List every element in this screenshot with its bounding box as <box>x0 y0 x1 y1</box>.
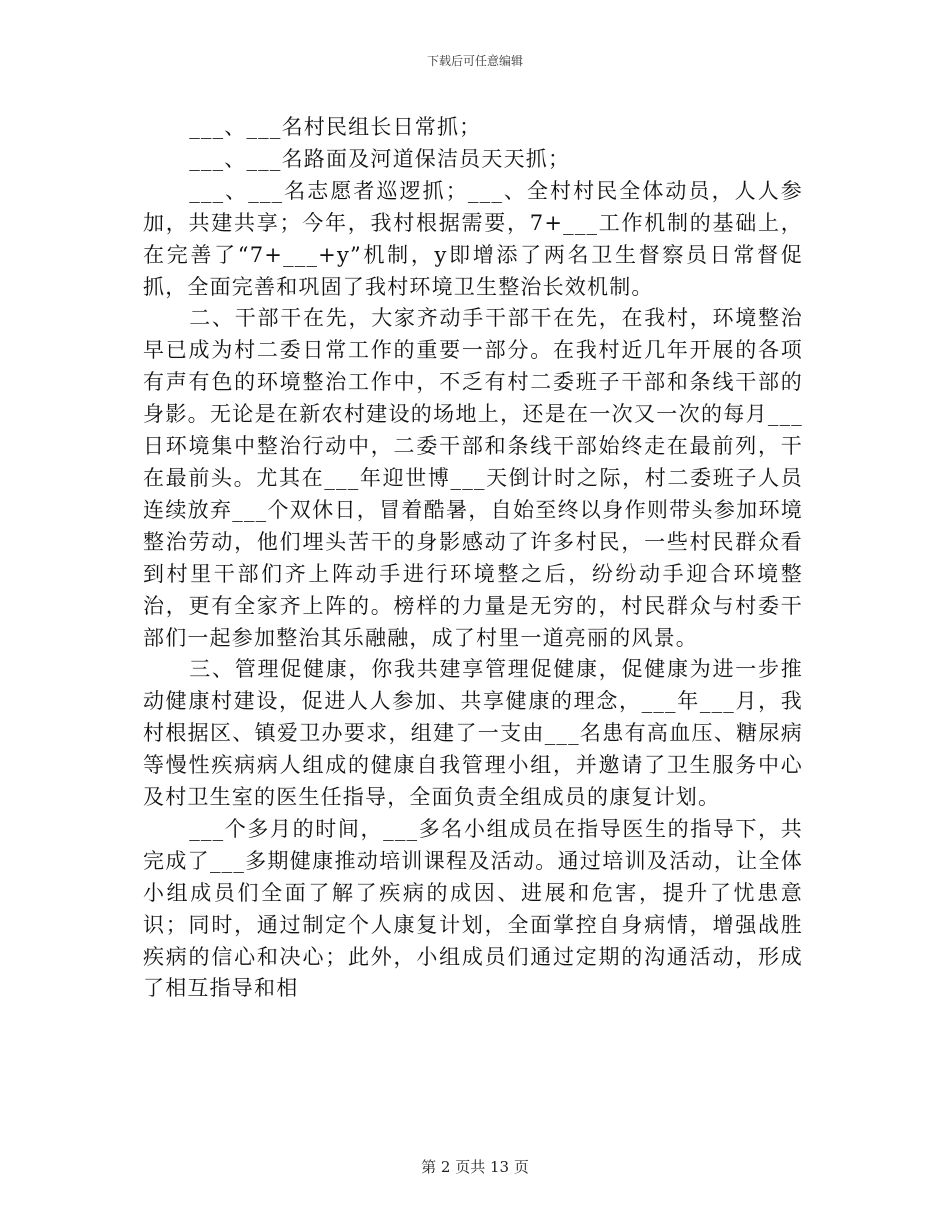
page-footer: 第 2 页共 13 页 <box>421 1158 529 1176</box>
paragraph-1: ___、___名村民组长日常抓； <box>189 115 482 139</box>
page-header: 下载后可任意编辑 <box>426 54 523 68</box>
paragraph-4: 二、干部干在先，大家齐动手干部干在先，在我村，环境整治早已成为村二委日常工作的重要一部分。在我村近几年开展的各项有声有色的环境整治工作中，不乏有村二委班子干部和条线干部的身影。无论是在新农村建设的场地上，还是在一次又一次的每月___日环境集中整治行动中，二委干部和条线干部始终走在最前列，干在最前头。尤其在___年迎世博___天倒计时之际，村二委班子人员连续放弃___个双休日，冒着酷暑，自始至终以身作则带头参加环境整治劳动，他们埋头苦干的身影感动了许多村民，一些村民群众看到村里干部们齐上阵动手进行环境整之后，纷纷动手迎合环境整治，更有全家齐上阵的。榜样的力量是无穷的，村民群众与村委干部们一起参加整治其乐融融，成了村里一道亮丽的风景。 <box>143 306 803 650</box>
paragraph-3: ___、___名志愿者巡逻抓；___、全村村民全体动员，人人参加，共建共享；今年，我村根据需要，7+___工作机制的基础上，在完善了“7+___+y”机制，y即增添了两名卫生督察员日常督促抓，全面完善和巩固了我村环境卫生整治长效机制。 <box>143 178 803 299</box>
paragraph-6: ___个多月的时间，___多名小组成员在指导医生的指导下，共完成了___多期健康推动培训课程及活动。通过培训及活动，让全体小组成员们全面了解了疾病的成因、进展和危害，提升了忧患意识；同时，通过制定个人康复计划，全面掌控自身病情，增强战胜疾病的信心和决心；此外，小组成员们通过定期的沟通活动，形成了相互指导和相 <box>143 816 803 1001</box>
paragraph-2: ___、___名路面及河道保洁员天天抓； <box>189 146 571 171</box>
paragraph-5: 三、管理促健康，你我共建享管理促健康，促健康为进一步推动健康村建设，促进人人参加、共享健康的理念，___年___月，我村根据区、镇爱卫办要求，组建了一支由___名患有高血压、糖尿病等慢性疾病病人组成的健康自我管理小组，并邀请了卫生服务中心及村卫生室的医生任指导，全面负责全组成员的康复计划。 <box>143 657 803 810</box>
document-body <box>143 112 803 1005</box>
